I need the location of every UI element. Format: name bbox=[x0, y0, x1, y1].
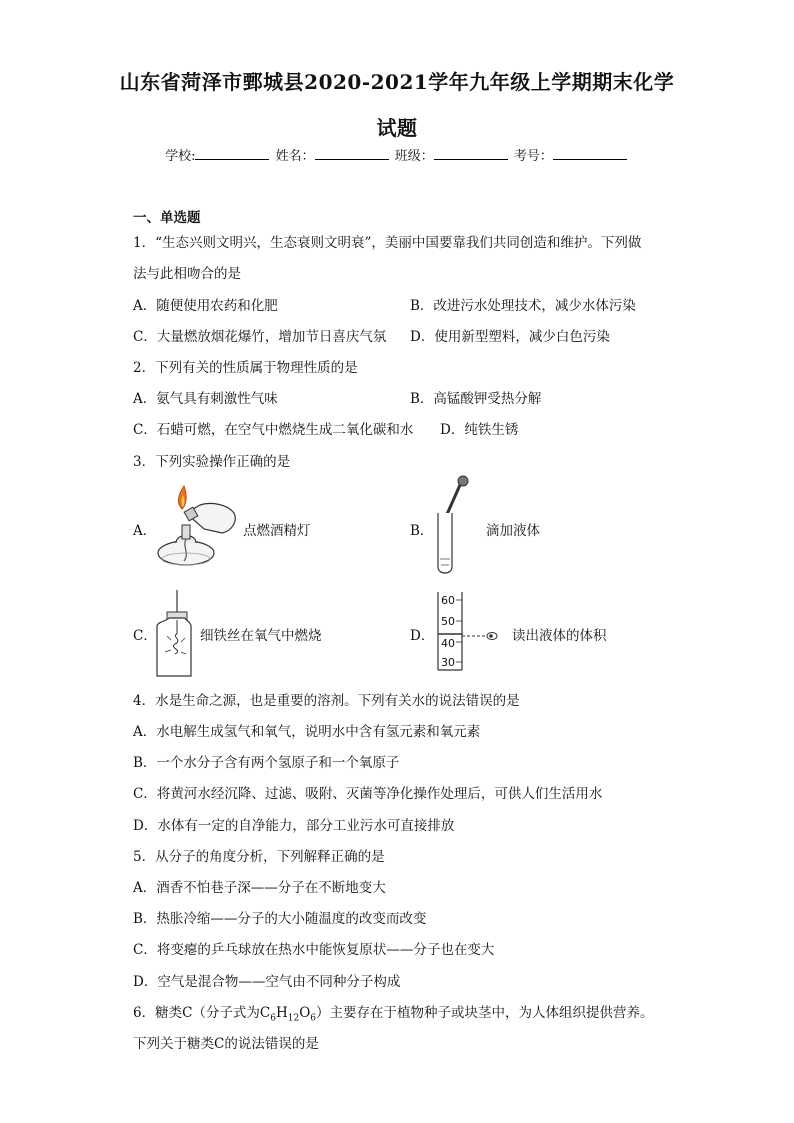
q3-option-b-caption: 滴加液体 bbox=[486, 523, 540, 539]
q6-stem-line2: 下列关于糖类C的说法错误的是 bbox=[133, 1036, 319, 1052]
class-label: 班级： bbox=[394, 149, 434, 164]
q6-line1-post: ）主要存在于植物种子或块茎中，为人体组织提供营养。 bbox=[316, 1005, 654, 1021]
q1-option-b: B．改进污水处理技术，减少水体污染 bbox=[410, 298, 636, 314]
number-blank[interactable] bbox=[553, 145, 627, 160]
q5-stem: 5．从分子的角度分析，下列解释正确的是 bbox=[133, 849, 385, 865]
q5-option-c: C．将变瘪的乒乓球放在热水中能恢复原状——分子也在变大 bbox=[133, 942, 495, 958]
q3-option-a-label: A． bbox=[133, 523, 157, 539]
cylinder-tick-30: 30 bbox=[441, 656, 455, 669]
q2-option-d: D．纯铁生锈 bbox=[440, 422, 519, 438]
q3-stem: 3．下列实验操作正确的是 bbox=[133, 454, 291, 470]
q1-stem-line1: 1．“生态兴则文明兴，生态衰则文明衰”，美丽中国要靠我们共同创造和维护。下列做 bbox=[133, 235, 642, 251]
q2-option-b: B．高锰酸钾受热分解 bbox=[410, 391, 542, 407]
q4-option-b: B．一个水分子含有两个氢原子和一个氧原子 bbox=[133, 755, 400, 771]
q1-option-c: C．大量燃放烟花爆竹，增加节日喜庆气氛 bbox=[133, 329, 387, 345]
q6-sub-c: 6 bbox=[270, 1013, 276, 1024]
q6-sub-h: 12 bbox=[287, 1013, 300, 1024]
q5-option-d: D．空气是混合物——空气由不同种分子构成 bbox=[133, 974, 401, 990]
q4-stem: 4．水是生命之源，也是重要的溶剂。下列有关水的说法错误的是 bbox=[133, 693, 520, 709]
q3-option-c-caption: 细铁丝在氧气中燃烧 bbox=[200, 628, 322, 644]
iron-wire-oxygen-bottle-illustration bbox=[155, 590, 195, 680]
q4-option-c: C．将黄河水经沉降、过滤、吸附、灭菌等净化操作处理后，可供人们生活用水 bbox=[133, 786, 603, 802]
q3-option-d-caption: 读出液体的体积 bbox=[512, 628, 607, 644]
class-blank[interactable] bbox=[434, 145, 508, 160]
alcohol-lamp-lighting-illustration bbox=[156, 483, 238, 573]
q6-h: H bbox=[275, 1005, 288, 1021]
q2-option-a: A．氨气具有刺激性气味 bbox=[133, 391, 278, 407]
q5-option-b: B．热胀冷缩——分子的大小随温度的改变而改变 bbox=[133, 911, 427, 927]
q1-stem-line2: 法与此相吻合的是 bbox=[133, 266, 241, 282]
cylinder-tick-50: 50 bbox=[441, 615, 455, 628]
q1-option-a: A．随便使用农药和化肥 bbox=[133, 298, 278, 314]
section-heading: 一、单选题 bbox=[133, 210, 201, 226]
q4-option-a: A．水电解生成氢气和氧气，说明水中含有氢元素和氧元素 bbox=[133, 724, 481, 740]
q6-sub-o: 6 bbox=[310, 1013, 317, 1024]
number-label: 考号： bbox=[513, 149, 553, 164]
name-label: 姓名： bbox=[275, 149, 315, 164]
q6-line1-pre: 6．糖类C（分子式为C bbox=[133, 1005, 271, 1021]
q3-option-b-label: B． bbox=[410, 523, 434, 539]
q6-stem-line1 bbox=[133, 1003, 654, 1029]
q2-stem: 2．下列有关的性质属于物理性质的是 bbox=[133, 360, 358, 376]
school-label: 学校: bbox=[165, 149, 196, 164]
dropper-test-tube-illustration bbox=[430, 475, 470, 577]
q4-option-d: D．水体有一定的自净能力，部分工业污水可直接排放 bbox=[133, 818, 455, 834]
doc-title-line1: 山东省菏泽市鄄城县2020-2021学年九年级上学期期末化学 bbox=[119, 70, 675, 94]
doc-title-line2: 试题 bbox=[376, 116, 418, 140]
school-blank[interactable] bbox=[195, 145, 269, 160]
q2-option-c: C．石蜡可燃，在空气中燃烧生成二氧化碳和水 bbox=[133, 422, 414, 438]
q3-option-a-caption: 点燃酒精灯 bbox=[243, 523, 311, 539]
name-blank[interactable] bbox=[315, 145, 389, 160]
student-info-row bbox=[0, 145, 794, 164]
q3-option-c-label: C． bbox=[133, 628, 157, 644]
q1-option-d: D．使用新型塑料，减少白色污染 bbox=[410, 329, 610, 345]
q3-option-d-label: D． bbox=[410, 628, 435, 644]
q6-o: O bbox=[299, 1005, 311, 1021]
cylinder-tick-60: 60 bbox=[441, 594, 455, 607]
cylinder-tick-40: 40 bbox=[441, 637, 455, 650]
q5-option-a: A．酒香不怕巷子深——分子在不断地变大 bbox=[133, 880, 386, 896]
